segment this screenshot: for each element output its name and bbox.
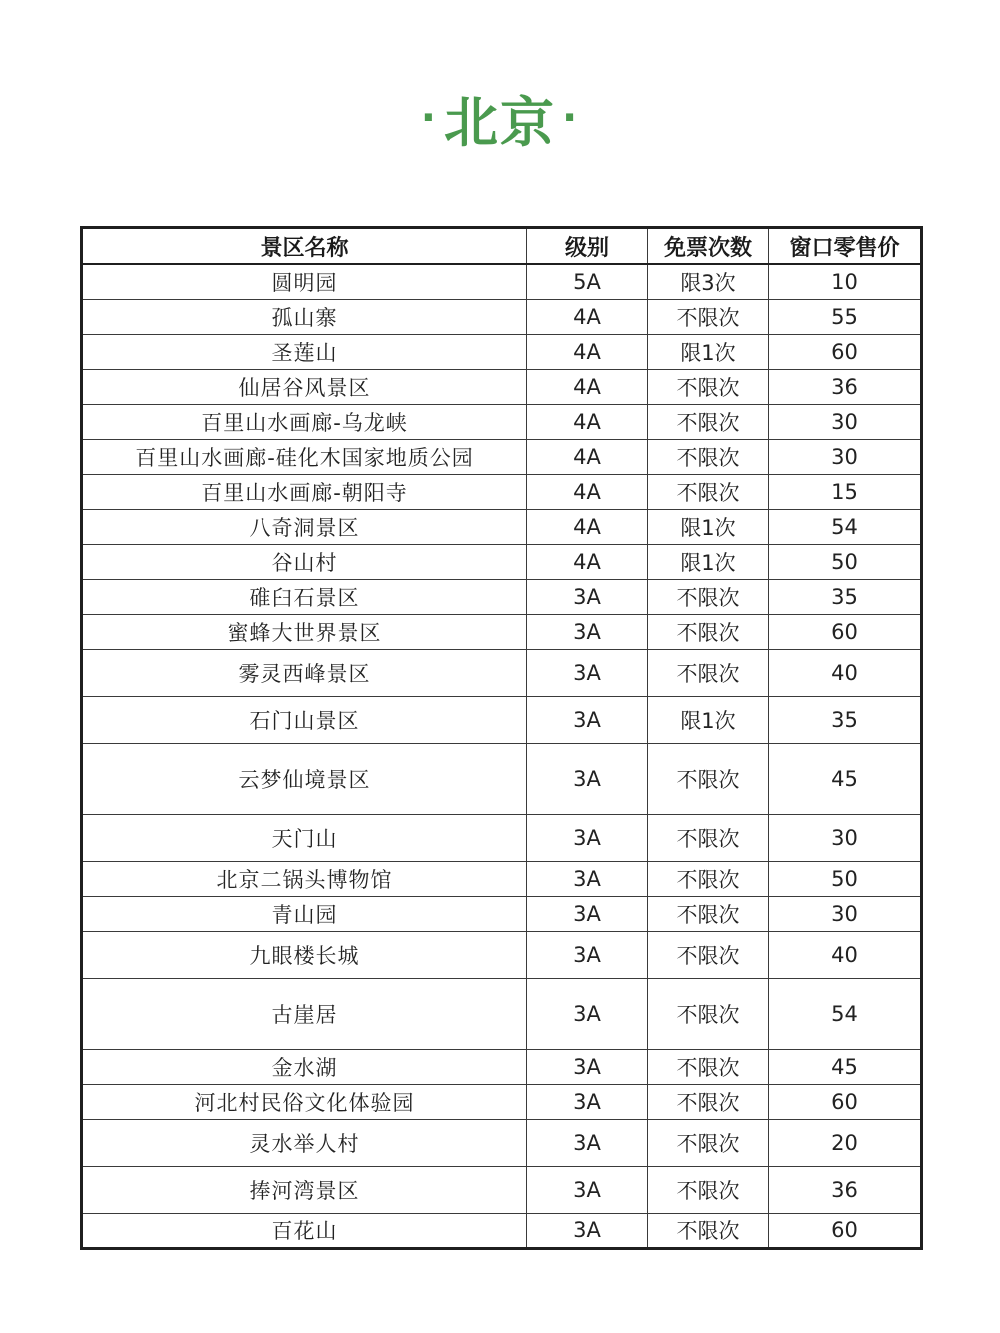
cell-free-times: 不限次: [648, 743, 769, 814]
cell-scenic-name: 仙居谷风景区: [82, 369, 527, 404]
page-title-text: 北京: [444, 90, 556, 154]
table-row: [82, 1049, 922, 1084]
table-row: [82, 404, 922, 439]
cell-free-times: 不限次: [648, 299, 769, 334]
cell-free-times: 限1次: [648, 544, 769, 579]
cell-level: 3A: [527, 579, 648, 614]
cell-window-price: 36: [769, 1166, 922, 1213]
cell-scenic-name: 百里山水画廊-朝阳寺: [82, 474, 527, 509]
table-row: [82, 696, 922, 743]
table-row: [82, 1119, 922, 1166]
cell-window-price: 30: [769, 896, 922, 931]
table-row: [82, 743, 922, 814]
scenic-spot-table: [80, 226, 923, 1250]
cell-window-price: 20: [769, 1119, 922, 1166]
cell-window-price: 36: [769, 369, 922, 404]
cell-window-price: 60: [769, 1213, 922, 1248]
cell-level: 4A: [527, 334, 648, 369]
cell-level: 5A: [527, 264, 648, 299]
table-row: [82, 1166, 922, 1213]
cell-level: 4A: [527, 404, 648, 439]
cell-level: 3A: [527, 696, 648, 743]
cell-scenic-name: 云梦仙境景区: [82, 743, 527, 814]
cell-window-price: 30: [769, 439, 922, 474]
cell-scenic-name: 百里山水画廊-乌龙峡: [82, 404, 527, 439]
cell-level: 3A: [527, 1213, 648, 1248]
table-row: [82, 299, 922, 334]
cell-free-times: 限1次: [648, 696, 769, 743]
title-dot-right: ·: [562, 95, 580, 141]
cell-window-price: 35: [769, 696, 922, 743]
table-row: [82, 649, 922, 696]
cell-level: 4A: [527, 439, 648, 474]
page-title: [0, 78, 1000, 158]
table-row: [82, 369, 922, 404]
cell-scenic-name: 百花山: [82, 1213, 527, 1248]
cell-scenic-name: 捧河湾景区: [82, 1166, 527, 1213]
cell-scenic-name: 碓臼石景区: [82, 579, 527, 614]
cell-level: 3A: [527, 1119, 648, 1166]
cell-level: 3A: [527, 861, 648, 896]
table-row: [82, 896, 922, 931]
table-row: [82, 544, 922, 579]
table-row: [82, 814, 922, 861]
cell-free-times: 不限次: [648, 931, 769, 978]
cell-window-price: 60: [769, 1084, 922, 1119]
cell-free-times: 不限次: [648, 1049, 769, 1084]
cell-level: 3A: [527, 1049, 648, 1084]
cell-scenic-name: 圣莲山: [82, 334, 527, 369]
header-free-times: 免票次数: [648, 228, 769, 265]
cell-scenic-name: 九眼楼长城: [82, 931, 527, 978]
cell-level: 3A: [527, 814, 648, 861]
header-window-price: 窗口零售价: [769, 228, 922, 265]
cell-window-price: 55: [769, 299, 922, 334]
cell-scenic-name: 青山园: [82, 896, 527, 931]
table-row: [82, 1084, 922, 1119]
table-row: [82, 931, 922, 978]
cell-free-times: 不限次: [648, 614, 769, 649]
table-row: [82, 1213, 922, 1248]
cell-scenic-name: 圆明园: [82, 264, 527, 299]
cell-window-price: 10: [769, 264, 922, 299]
table-row: [82, 474, 922, 509]
cell-free-times: 限1次: [648, 334, 769, 369]
table-header-row: [82, 228, 922, 265]
cell-scenic-name: 雾灵西峰景区: [82, 649, 527, 696]
table-row: [82, 614, 922, 649]
cell-window-price: 30: [769, 404, 922, 439]
cell-free-times: 不限次: [648, 649, 769, 696]
cell-window-price: 40: [769, 931, 922, 978]
cell-level: 4A: [527, 299, 648, 334]
cell-level: 3A: [527, 1084, 648, 1119]
cell-free-times: 不限次: [648, 1084, 769, 1119]
cell-scenic-name: 孤山寨: [82, 299, 527, 334]
cell-window-price: 40: [769, 649, 922, 696]
cell-window-price: 54: [769, 978, 922, 1049]
cell-level: 4A: [527, 369, 648, 404]
cell-level: 4A: [527, 474, 648, 509]
cell-level: 4A: [527, 544, 648, 579]
table-row: [82, 264, 922, 299]
cell-free-times: 不限次: [648, 439, 769, 474]
cell-level: 3A: [527, 614, 648, 649]
cell-level: 3A: [527, 743, 648, 814]
cell-scenic-name: 石门山景区: [82, 696, 527, 743]
cell-window-price: 50: [769, 544, 922, 579]
cell-level: 3A: [527, 978, 648, 1049]
cell-window-price: 54: [769, 509, 922, 544]
cell-scenic-name: 北京二锅头博物馆: [82, 861, 527, 896]
cell-free-times: 不限次: [648, 1213, 769, 1248]
cell-scenic-name: 谷山村: [82, 544, 527, 579]
cell-level: 4A: [527, 509, 648, 544]
cell-window-price: 30: [769, 814, 922, 861]
cell-free-times: 不限次: [648, 814, 769, 861]
cell-window-price: 45: [769, 743, 922, 814]
cell-scenic-name: 天门山: [82, 814, 527, 861]
cell-free-times: 不限次: [648, 1119, 769, 1166]
cell-scenic-name: 古崖居: [82, 978, 527, 1049]
table-row: [82, 978, 922, 1049]
cell-scenic-name: 百里山水画廊-硅化木国家地质公园: [82, 439, 527, 474]
cell-free-times: 不限次: [648, 474, 769, 509]
cell-window-price: 60: [769, 614, 922, 649]
cell-level: 3A: [527, 1166, 648, 1213]
cell-free-times: 限3次: [648, 264, 769, 299]
header-level: 级别: [527, 228, 648, 265]
table-row: [82, 439, 922, 474]
cell-free-times: 不限次: [648, 861, 769, 896]
cell-window-price: 35: [769, 579, 922, 614]
table-row: [82, 509, 922, 544]
header-scenic-name: 景区名称: [82, 228, 527, 265]
table-body: [82, 264, 922, 1248]
table-row: [82, 861, 922, 896]
cell-level: 3A: [527, 649, 648, 696]
cell-free-times: 限1次: [648, 509, 769, 544]
cell-window-price: 15: [769, 474, 922, 509]
cell-scenic-name: 灵水举人村: [82, 1119, 527, 1166]
cell-window-price: 45: [769, 1049, 922, 1084]
cell-scenic-name: 河北村民俗文化体验园: [82, 1084, 527, 1119]
cell-free-times: 不限次: [648, 579, 769, 614]
cell-level: 3A: [527, 896, 648, 931]
cell-free-times: 不限次: [648, 978, 769, 1049]
title-dot-left: ·: [420, 95, 438, 141]
table-row: [82, 579, 922, 614]
cell-free-times: 不限次: [648, 369, 769, 404]
cell-free-times: 不限次: [648, 1166, 769, 1213]
cell-level: 3A: [527, 931, 648, 978]
cell-free-times: 不限次: [648, 404, 769, 439]
cell-window-price: 60: [769, 334, 922, 369]
table-row: [82, 334, 922, 369]
cell-window-price: 50: [769, 861, 922, 896]
cell-scenic-name: 八奇洞景区: [82, 509, 527, 544]
cell-scenic-name: 金水湖: [82, 1049, 527, 1084]
cell-scenic-name: 蜜蜂大世界景区: [82, 614, 527, 649]
cell-free-times: 不限次: [648, 896, 769, 931]
